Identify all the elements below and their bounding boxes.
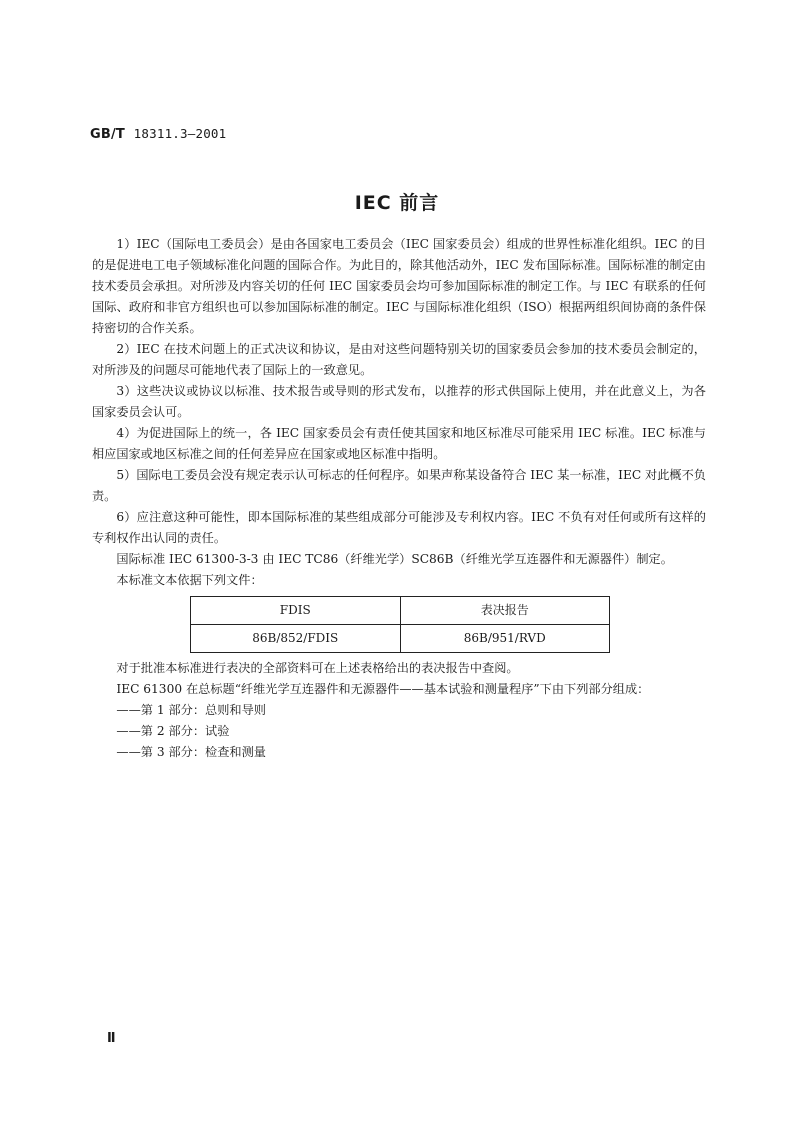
table-header-row: [191, 597, 610, 625]
paragraph-4: 4）为促进国际上的统一，各 IEC 国家委员会有责任使其国家和地区标准尽可能采用 IEC 标准。IEC 标准与相应国家或地区标准之间的任何差异应在国家或地区标准中指明。: [92, 426, 706, 461]
page-number: Ⅱ: [107, 1031, 116, 1046]
table-header-report: 表决报告: [400, 597, 610, 625]
table-row: [191, 625, 610, 653]
paragraph-5: 5）国际电工委员会没有规定表示认可标志的任何程序。如果声称某设备符合 IEC 某一标准，IEC 对此概不负责。: [92, 468, 706, 503]
standard-number: 18311.3—2001: [133, 126, 227, 141]
table-cell-fdis: 86B/852/FDIS: [191, 625, 401, 653]
paragraph-1: 1）IEC（国际电工委员会）是由各国家电工委员会（IEC 国家委员会）组成的世界性标准化组织。IEC 的目的是促进电工电子领域标准化问题的国际合作。为此目的，除其他活动外，IEC 发布国际标准。国际标准的制定由技术委员会承担。对所涉及内容关切的任何 IEC 国家委员会均可参加国际标准的制定工作。与 IEC 有联系的任何国际、政府和非官方组织也可以参加国际标准的制定。IEC 与国际标准化组织（ISO）根据两组织间协商的条件保持密切的合作关系。: [92, 237, 706, 335]
page-title: IEC 前言: [354, 192, 440, 214]
document-code: [90, 126, 226, 142]
paragraph-approval: 对于批准本标准进行表决的全部资料可在上述表格给出的表决报告中查阅。: [116, 661, 519, 675]
paragraph-basis: 本标准文本依据下列文件：: [116, 573, 263, 587]
list-item: ——第 2 部分：试验: [116, 724, 230, 738]
paragraph-origin: 国际标准 IEC 61300-3-3 由 IEC TC86（纤维光学）SC86B（纤维光学互连器件和无源器件）制定。: [116, 552, 673, 566]
paragraph-6: 6）应注意这种可能性，即本国际标准的某些组成部分可能涉及专利权内容。IEC 不负有对任何或所有这样的专利权作出认同的责任。: [92, 510, 706, 545]
paragraph-series: IEC 61300 在总标题“纤维光学互连器件和无源器件——基本试验和测量程序”下由下列部分组成：: [116, 682, 650, 696]
list-item: ——第 3 部分：检查和测量: [116, 745, 266, 759]
foreword-body: [92, 234, 706, 763]
standard-prefix: GB/T: [90, 127, 125, 142]
paragraph-2: 2）IEC 在技术问题上的正式决议和协议，是由对这些问题特别关切的国家委员会参加的技术委员会制定的，对所涉及的问题尽可能地代表了国际上的一致意见。: [92, 342, 706, 377]
voting-documents-table: [190, 596, 610, 653]
table-cell-rvd: 86B/951/RVD: [400, 625, 610, 653]
paragraph-3: 3）这些决议或协议以标准、技术报告或导则的形式发布，以推荐的形式供国际上使用，并在此意义上，为各国家委员会认可。: [92, 384, 706, 419]
list-item: ——第 1 部分：总则和导则: [116, 703, 266, 717]
table-header-fdis: FDIS: [191, 597, 401, 625]
